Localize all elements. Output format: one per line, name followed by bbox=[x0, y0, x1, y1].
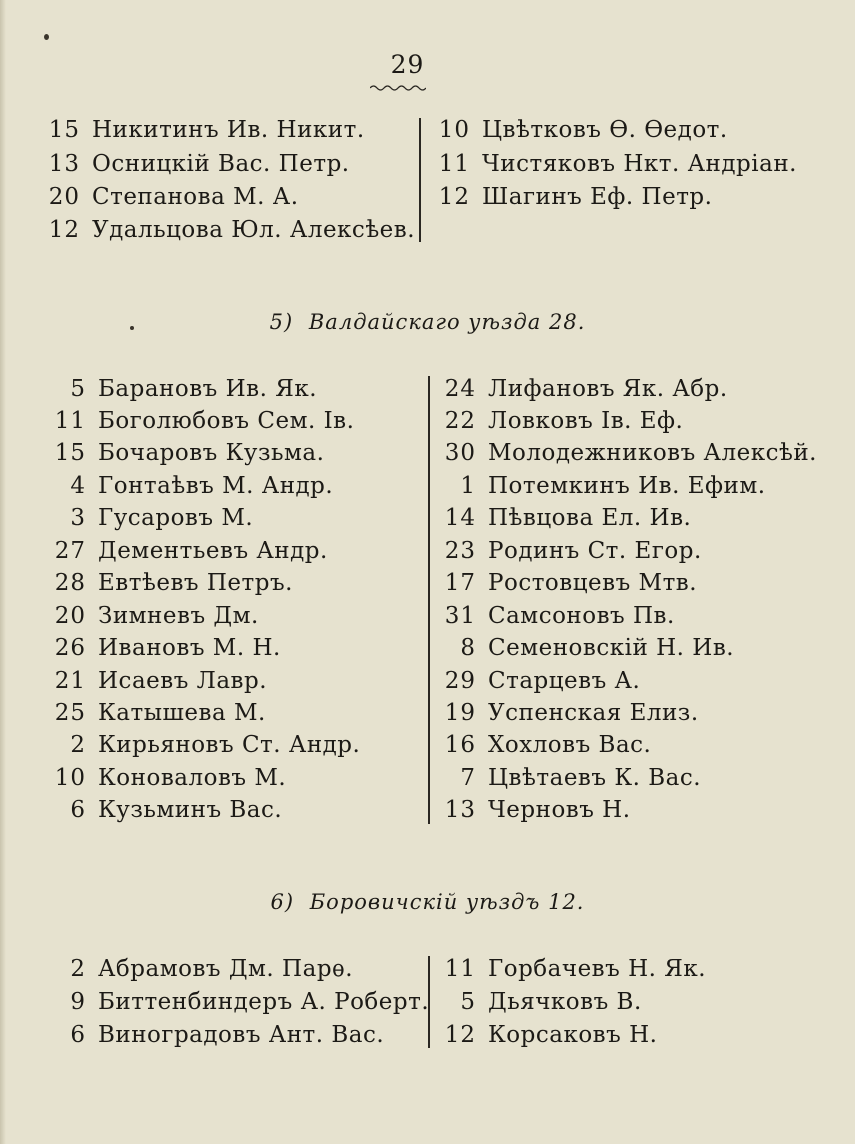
entry-name: Гусаровъ М. bbox=[98, 505, 254, 531]
section-heading bbox=[0, 310, 855, 334]
list-item bbox=[42, 148, 350, 180]
entry-number: 31 bbox=[444, 603, 476, 629]
list-item bbox=[438, 729, 651, 761]
list-item bbox=[48, 470, 333, 502]
section-marker: 6) bbox=[270, 890, 295, 914]
entry-name: Молодежниковъ Алексѣй. bbox=[488, 440, 817, 466]
entry-name: Коноваловъ М. bbox=[98, 765, 287, 791]
entry-name: Катышева М. bbox=[98, 700, 266, 726]
list-item bbox=[438, 953, 706, 985]
list-item bbox=[438, 373, 728, 405]
list-item bbox=[438, 470, 766, 502]
entry-number: 14 bbox=[444, 505, 476, 531]
section-heading bbox=[0, 890, 855, 914]
entry-name: Дьячковъ В. bbox=[488, 989, 642, 1015]
entry-number: 13 bbox=[48, 151, 80, 177]
list-item bbox=[438, 762, 701, 794]
list-item bbox=[48, 794, 282, 826]
list-item bbox=[48, 632, 281, 664]
entry-number: 28 bbox=[54, 570, 86, 596]
entry-number: 27 bbox=[54, 538, 86, 564]
entry-name: Виноградовъ Ант. Вас. bbox=[98, 1022, 385, 1048]
entry-number: 6 bbox=[70, 1022, 86, 1048]
entry-name: Ивановъ М. Н. bbox=[98, 635, 281, 661]
entry-number: 20 bbox=[48, 184, 80, 210]
list-item bbox=[438, 502, 691, 534]
entry-number: 13 bbox=[444, 797, 476, 823]
entry-name: Степанова М. А. bbox=[92, 184, 299, 210]
entry-number: 12 bbox=[438, 184, 470, 210]
section-title: Валдайскаго уѣзда 28. bbox=[308, 310, 586, 334]
entry-name: Зимневъ Дм. bbox=[98, 603, 259, 629]
entry-number: 2 bbox=[70, 732, 86, 758]
entry-name: Гонтаѣвъ М. Андр. bbox=[98, 473, 334, 499]
list-item bbox=[48, 567, 293, 599]
entry-number: 29 bbox=[444, 668, 476, 694]
list-item bbox=[438, 632, 734, 664]
entry-number: 8 bbox=[460, 635, 476, 661]
page-edge bbox=[0, 0, 6, 1144]
entry-number: 3 bbox=[70, 505, 86, 531]
entry-number: 5 bbox=[70, 376, 86, 402]
entry-name: Чистяковъ Нкт. Андріан. bbox=[482, 151, 797, 177]
entry-number: 12 bbox=[48, 217, 80, 243]
page-number: 29 bbox=[390, 50, 425, 79]
entry-number: 25 bbox=[54, 700, 86, 726]
entry-name: Барановъ Ив. Як. bbox=[98, 376, 318, 402]
entry-name: Семеновскій Н. Ив. bbox=[488, 635, 735, 661]
entry-number: 12 bbox=[444, 1022, 476, 1048]
entry-name: Потемкинъ Ив. Ефим. bbox=[488, 473, 766, 499]
list-item bbox=[48, 986, 429, 1018]
entry-name: Хохловъ Вас. bbox=[488, 732, 652, 758]
entry-name: Удальцова Юл. Алексѣев. bbox=[92, 217, 416, 243]
entry-name: Бочаровъ Кузьма. bbox=[98, 440, 325, 466]
entry-name: Черновъ Н. bbox=[488, 797, 631, 823]
entry-name: Ростовцевъ Мтв. bbox=[488, 570, 698, 596]
entry-name: Цвѣтковъ Ѳ. Ѳедот. bbox=[482, 117, 728, 143]
ink-speck bbox=[44, 34, 49, 40]
list-item bbox=[48, 405, 354, 437]
entry-number: 21 bbox=[54, 668, 86, 694]
entry-number: 10 bbox=[54, 765, 86, 791]
list-item bbox=[48, 535, 328, 567]
list-item bbox=[42, 114, 365, 146]
column-divider bbox=[419, 118, 421, 242]
entry-number: 26 bbox=[54, 635, 86, 661]
entry-number: 9 bbox=[70, 989, 86, 1015]
list-item bbox=[432, 181, 712, 213]
entry-number: 1 bbox=[460, 473, 476, 499]
entry-name: Шагинъ Еф. Петр. bbox=[482, 184, 713, 210]
list-item bbox=[48, 697, 266, 729]
entry-name: Боголюбовъ Сем. Ів. bbox=[98, 408, 355, 434]
list-item bbox=[48, 762, 286, 794]
entry-name: Успенская Елиз. bbox=[488, 700, 699, 726]
entry-number: 20 bbox=[54, 603, 86, 629]
entry-name: Корсаковъ Н. bbox=[488, 1022, 658, 1048]
list-item bbox=[48, 373, 317, 405]
wavy-rule-ornament bbox=[370, 84, 426, 92]
column-divider bbox=[428, 376, 430, 824]
entry-name: Биттенбиндеръ А. Роберт. bbox=[98, 989, 430, 1015]
list-item bbox=[432, 114, 728, 146]
entry-number: 19 bbox=[444, 700, 476, 726]
list-item bbox=[438, 794, 631, 826]
entry-number: 4 bbox=[70, 473, 86, 499]
entry-number: 2 bbox=[70, 956, 86, 982]
list-item bbox=[48, 600, 259, 632]
list-item bbox=[42, 181, 299, 213]
entry-name: Осницкій Вас. Петр. bbox=[92, 151, 350, 177]
entry-number: 15 bbox=[48, 117, 80, 143]
list-item bbox=[48, 502, 253, 534]
entry-number: 5 bbox=[460, 989, 476, 1015]
entry-name: Никитинъ Ив. Никит. bbox=[92, 117, 365, 143]
entry-number: 11 bbox=[54, 408, 86, 434]
entry-number: 15 bbox=[54, 440, 86, 466]
list-item bbox=[48, 665, 267, 697]
entry-name: Пѣвцова Ел. Ив. bbox=[488, 505, 692, 531]
entry-number: 23 bbox=[444, 538, 476, 564]
entry-name: Исаевъ Лавр. bbox=[98, 668, 268, 694]
entry-name: Родинъ Ст. Егор. bbox=[488, 538, 702, 564]
entry-number: 11 bbox=[444, 956, 476, 982]
list-item bbox=[432, 148, 797, 180]
list-item bbox=[438, 535, 702, 567]
list-item bbox=[438, 986, 642, 1018]
entry-name: Горбачевъ Н. Як. bbox=[488, 956, 707, 982]
entry-name: Дементьевъ Андр. bbox=[98, 538, 328, 564]
entry-name: Самсоновъ Пв. bbox=[488, 603, 675, 629]
list-item bbox=[438, 600, 675, 632]
entry-name: Кузьминъ Вас. bbox=[98, 797, 283, 823]
entry-name: Кирьяновъ Ст. Андр. bbox=[98, 732, 361, 758]
entry-name: Лифановъ Як. Абр. bbox=[488, 376, 728, 402]
list-item bbox=[438, 665, 640, 697]
entry-name: Ловковъ Ів. Еф. bbox=[488, 408, 684, 434]
entry-number: 22 bbox=[444, 408, 476, 434]
list-item bbox=[438, 437, 817, 469]
entry-number: 24 bbox=[444, 376, 476, 402]
entry-number: 16 bbox=[444, 732, 476, 758]
list-item bbox=[48, 1019, 384, 1051]
entry-name: Цвѣтаевъ К. Вас. bbox=[488, 765, 702, 791]
entry-number: 6 bbox=[70, 797, 86, 823]
list-item bbox=[42, 214, 415, 246]
section-title: Боровичскій уѣздъ 12. bbox=[309, 890, 585, 914]
list-item bbox=[48, 953, 353, 985]
list-item bbox=[438, 567, 697, 599]
entry-number: 7 bbox=[460, 765, 476, 791]
entry-name: Абрамовъ Дм. Парѳ. bbox=[98, 956, 354, 982]
list-item bbox=[438, 1019, 657, 1051]
entry-number: 17 bbox=[444, 570, 476, 596]
entry-name: Евтѣевъ Петръ. bbox=[98, 570, 293, 596]
entry-name: Старцевъ А. bbox=[488, 668, 641, 694]
entry-number: 11 bbox=[438, 151, 470, 177]
entry-number: 10 bbox=[438, 117, 470, 143]
list-item bbox=[438, 405, 683, 437]
list-item bbox=[48, 437, 324, 469]
section-marker: 5) bbox=[269, 310, 294, 334]
list-item bbox=[48, 729, 360, 761]
entry-number: 30 bbox=[444, 440, 476, 466]
list-item bbox=[438, 697, 699, 729]
